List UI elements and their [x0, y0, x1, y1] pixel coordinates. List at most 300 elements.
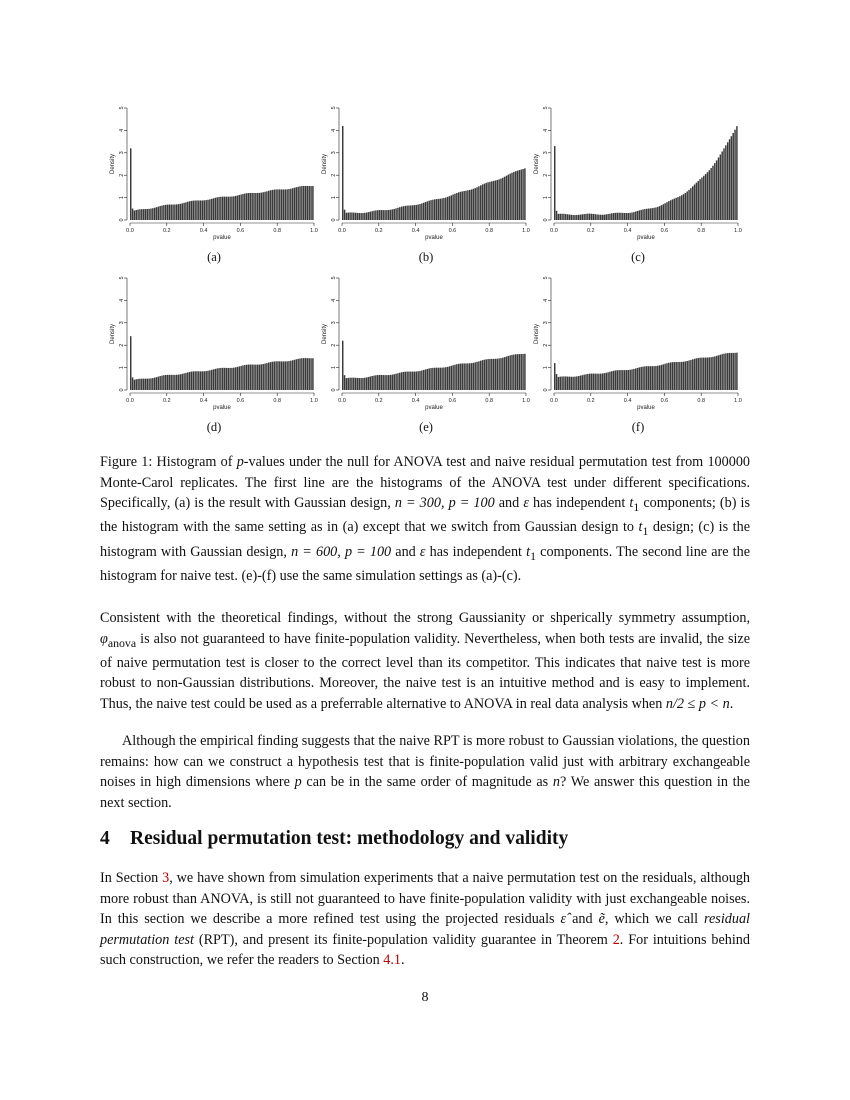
- histogram-bar: [159, 376, 160, 390]
- histogram-bar: [167, 205, 168, 220]
- histogram-bar: [589, 214, 590, 220]
- histogram-bar: [216, 197, 217, 220]
- histogram-bar: [650, 208, 651, 220]
- histogram-bar: [370, 212, 371, 220]
- histogram-bar: [167, 375, 168, 390]
- histogram-bar: [668, 201, 669, 220]
- histogram-bar: [312, 186, 313, 220]
- histogram-bar: [419, 204, 420, 220]
- histogram-bar: [582, 214, 583, 220]
- histogram-bar: [491, 359, 492, 390]
- histogram-bar: [606, 373, 607, 390]
- histogram-bar: [663, 364, 664, 390]
- y-tick-label: 0: [543, 218, 549, 222]
- histogram-bar: [379, 375, 380, 390]
- histogram-bar: [163, 205, 164, 220]
- x-tick-label: 0.8: [697, 398, 706, 404]
- histogram-bar: [519, 170, 520, 220]
- y-axis-label: Density: [322, 323, 328, 345]
- x-tick-label: 0.6: [236, 228, 245, 234]
- histogram-bar: [218, 197, 219, 220]
- histogram-bar: [145, 209, 146, 220]
- histogram-bar: [637, 368, 638, 390]
- y-tick-label: 2: [543, 173, 549, 177]
- histogram-bar: [130, 148, 131, 220]
- histogram-bar: [213, 198, 214, 220]
- histogram-bar: [725, 353, 726, 390]
- histogram-bar: [438, 199, 439, 220]
- histogram-bar: [618, 213, 619, 220]
- x-tick-label: 0.0: [550, 398, 558, 404]
- histogram-bar: [574, 377, 575, 390]
- histogram-bar: [176, 375, 177, 390]
- x-tick-label: 0.4: [623, 398, 632, 404]
- histogram-bar: [368, 377, 369, 390]
- histogram-bar: [132, 377, 133, 390]
- histogram-bar: [685, 193, 686, 220]
- histogram-bar: [395, 374, 396, 390]
- histogram-bar: [648, 209, 649, 220]
- histogram-bar: [134, 380, 135, 390]
- histogram-bar: [508, 356, 509, 390]
- histogram-bar: [423, 203, 424, 220]
- histogram-bar: [288, 189, 289, 220]
- histogram-bar: [690, 188, 691, 220]
- histogram-bar: [594, 214, 595, 220]
- histogram-bar: [580, 215, 581, 220]
- y-tick-label: 1: [331, 366, 337, 370]
- histogram-bar: [458, 364, 459, 390]
- histogram-bar: [384, 210, 385, 220]
- histogram-bar: [467, 190, 468, 220]
- histogram-bar: [620, 213, 621, 220]
- histogram-bar: [158, 207, 159, 220]
- histogram-bar: [607, 372, 608, 390]
- histogram-bar: [270, 362, 271, 390]
- histogram-bar: [471, 189, 472, 220]
- histogram-bar: [465, 363, 466, 390]
- x-tick-label: 0.6: [236, 398, 245, 404]
- histogram-bar: [716, 356, 717, 390]
- histogram-bar: [734, 353, 735, 390]
- histogram-bar: [716, 160, 717, 220]
- histogram-bar: [519, 354, 520, 390]
- histogram-bar: [513, 172, 514, 220]
- histogram-bar: [585, 374, 586, 390]
- histogram-bar: [609, 214, 610, 220]
- histogram-bar: [283, 361, 284, 390]
- histogram-bar: [296, 187, 297, 220]
- histogram-bar: [478, 186, 479, 220]
- section-3-link[interactable]: 3: [162, 870, 170, 886]
- histogram-bar: [170, 205, 171, 220]
- y-tick-label: 4: [119, 128, 125, 132]
- histogram-bar: [419, 371, 420, 390]
- histogram-bar: [416, 371, 417, 390]
- histogram-bar: [423, 370, 424, 390]
- y-tick-label: 0: [331, 388, 337, 392]
- histogram-bar: [366, 213, 367, 221]
- histogram-bar: [137, 210, 138, 220]
- histogram-bar: [377, 210, 378, 220]
- histogram-bar: [279, 189, 280, 220]
- histogram-bar: [495, 359, 496, 390]
- histogram-bar: [257, 365, 258, 390]
- histogram-bar: [574, 215, 575, 220]
- x-axis-label: pvalue: [637, 405, 655, 411]
- histogram-bar: [659, 206, 660, 220]
- histogram-bar: [253, 365, 254, 390]
- histogram-bar: [696, 183, 697, 220]
- histogram-bar: [563, 214, 564, 220]
- histogram-bar: [703, 176, 704, 220]
- histogram-bar: [235, 367, 236, 390]
- histogram-bar: [198, 200, 199, 220]
- x-tick-label: 0.8: [485, 228, 494, 234]
- x-tick-label: 0.4: [199, 398, 208, 404]
- histogram-bar: [436, 199, 437, 220]
- body-paragraph-3: In Section 3, we have shown from simulation experiments that a naive permutation test on the residuals, although more robust than ANOVA, is still not guaranteed to have finite-population validity with just exchangeable noises. In this section we describe a more refined test using the projected residuals ε̂ and ẽ, which we call residual permutation test (RPT), and present its finite-population validity guarantee in Theorem 2. For intuitions behind such construction, we refer the readers to Section 4.1.: [100, 870, 751, 968]
- histogram-bar: [222, 368, 223, 390]
- histogram-bar: [670, 362, 671, 390]
- histogram-bar: [130, 336, 131, 390]
- histogram-bar: [723, 354, 724, 390]
- histogram-bar: [136, 379, 137, 390]
- histogram-bar: [679, 196, 680, 220]
- histogram-bar: [652, 366, 653, 390]
- histogram-bar: [189, 372, 190, 390]
- y-tick-label: 1: [119, 196, 125, 200]
- histogram-bar: [373, 376, 374, 390]
- histogram-bar: [277, 361, 278, 390]
- histogram-bar: [388, 375, 389, 390]
- histogram-bar: [449, 196, 450, 220]
- page-number: 8: [421, 990, 429, 1005]
- histogram-bar: [452, 365, 453, 390]
- x-tick-label: 0.6: [660, 228, 669, 234]
- histogram-bar: [180, 204, 181, 220]
- histogram-bar: [454, 194, 455, 220]
- x-tick-label: 0.2: [586, 398, 595, 404]
- histogram-bar: [169, 375, 170, 390]
- histogram-bar: [489, 359, 490, 390]
- histogram-bar: [397, 208, 398, 220]
- figure-f: [532, 270, 744, 434]
- histogram-bar: [242, 365, 243, 390]
- x-tick-label: 0.2: [374, 228, 383, 234]
- histogram-bar: [731, 136, 732, 220]
- histogram-bar: [502, 358, 503, 390]
- histogram-bar: [432, 200, 433, 220]
- histogram-bar: [200, 200, 201, 220]
- histogram-bar: [718, 355, 719, 390]
- histogram-a: [108, 100, 320, 245]
- histogram-bar: [239, 366, 240, 390]
- figure-label: (a): [207, 250, 221, 264]
- histogram-bar: [143, 379, 144, 390]
- histogram-bar: [176, 204, 177, 220]
- histogram-bar: [216, 368, 217, 390]
- histogram-bar: [262, 364, 263, 390]
- histogram-bar: [445, 198, 446, 220]
- histogram-bar: [410, 205, 411, 220]
- histogram-bar: [359, 213, 360, 220]
- histogram-bar: [198, 371, 199, 390]
- histogram-bar: [344, 375, 345, 390]
- histogram-bar: [381, 375, 382, 390]
- histogram-bar: [183, 373, 184, 390]
- histogram-bar: [725, 145, 726, 220]
- histogram-bar: [628, 370, 629, 390]
- histogram-bar: [392, 375, 393, 390]
- histogram-bar: [487, 182, 488, 220]
- histogram-bar: [578, 215, 579, 220]
- histogram-bar: [635, 212, 636, 220]
- histogram-bar: [624, 370, 625, 390]
- histogram-bar: [141, 379, 142, 390]
- histogram-bar: [417, 371, 418, 390]
- histogram-bar: [248, 193, 249, 220]
- histogram-bar: [699, 179, 700, 220]
- histogram-bar: [362, 378, 363, 390]
- y-tick-label: 4: [543, 128, 549, 132]
- histogram-bar: [511, 355, 512, 390]
- histogram-bar: [421, 203, 422, 220]
- histogram-bar: [285, 361, 286, 390]
- histogram-bar: [399, 373, 400, 390]
- histogram-bar: [600, 215, 601, 220]
- histogram-bar: [497, 180, 498, 220]
- histogram-bar: [589, 374, 590, 390]
- histogram-bar: [185, 202, 186, 220]
- histogram-bar: [303, 358, 304, 390]
- y-axis-label: Density: [110, 323, 116, 345]
- x-tick-label: 0.8: [697, 228, 706, 234]
- histogram-bar: [465, 191, 466, 220]
- section-4-1-link[interactable]: 4.1: [383, 952, 401, 968]
- histogram-bar: [137, 379, 138, 390]
- histogram-bar: [147, 379, 148, 390]
- histogram-bar: [668, 363, 669, 390]
- histogram-bar: [710, 357, 711, 390]
- histogram-bar: [487, 359, 488, 390]
- histogram-bar: [686, 191, 687, 220]
- histogram-bar: [417, 205, 418, 220]
- histogram-bar: [522, 169, 523, 220]
- histogram-bar: [731, 353, 732, 390]
- x-tick-label: 0.4: [411, 228, 420, 234]
- histogram-bar: [712, 357, 713, 390]
- histogram-bar: [353, 213, 354, 220]
- histogram-bar: [161, 206, 162, 220]
- histogram-bar: [346, 378, 347, 390]
- histogram-bar: [288, 361, 289, 390]
- histogram-bar: [441, 368, 442, 390]
- histogram-bar: [560, 214, 561, 220]
- histogram-bar: [567, 214, 568, 220]
- histogram-bar: [240, 366, 241, 390]
- histogram-bar: [626, 370, 627, 390]
- x-tick-label: 1.0: [522, 398, 530, 404]
- histogram-bar: [609, 372, 610, 390]
- histogram-bar: [294, 188, 295, 220]
- histogram-bar: [169, 205, 170, 220]
- histogram-bar: [237, 367, 238, 390]
- histogram-bar: [182, 203, 183, 220]
- histogram-bar: [509, 174, 510, 220]
- histogram-bar: [401, 207, 402, 220]
- histogram-bar: [373, 211, 374, 220]
- histogram-bar: [228, 197, 229, 220]
- histogram-bar: [204, 200, 205, 220]
- histogram-bar: [270, 190, 271, 220]
- histogram-bar: [207, 200, 208, 220]
- histogram-bar: [301, 186, 302, 220]
- histogram-bar: [275, 189, 276, 220]
- histogram-bar: [272, 362, 273, 390]
- histogram-bar: [617, 213, 618, 220]
- histogram-bar: [266, 191, 267, 220]
- x-axis-label: pvalue: [213, 405, 231, 411]
- histogram-bar: [633, 212, 634, 220]
- figure-e: [320, 270, 532, 434]
- histogram-bar: [688, 190, 689, 220]
- y-axis-label: Density: [534, 323, 540, 345]
- histogram-bar: [261, 193, 262, 220]
- y-tick-label: 5: [331, 106, 337, 110]
- histogram-bar: [458, 192, 459, 220]
- y-axis-label: Density: [110, 153, 116, 175]
- x-tick-label: 0.8: [273, 398, 282, 404]
- histogram-bar: [237, 195, 238, 220]
- histogram-bar: [416, 205, 417, 220]
- histogram-bar: [558, 214, 559, 220]
- histogram-bar: [414, 372, 415, 390]
- histogram-bar: [664, 203, 665, 220]
- histogram-bar: [202, 200, 203, 220]
- histogram-bar: [576, 215, 577, 220]
- histogram-bar: [403, 372, 404, 390]
- histogram-bar: [308, 358, 309, 390]
- figure-c: [532, 100, 744, 264]
- histogram-bar: [178, 204, 179, 220]
- histogram-bar: [637, 211, 638, 220]
- histogram-bar: [587, 214, 588, 220]
- histogram-bar: [578, 376, 579, 390]
- y-tick-label: 2: [119, 173, 125, 177]
- histogram-b: [320, 100, 532, 245]
- histogram-bar: [132, 209, 133, 220]
- histogram-bar: [650, 366, 651, 390]
- histogram-bar: [425, 202, 426, 220]
- x-axis-label: pvalue: [213, 235, 231, 241]
- histogram-bar: [476, 362, 477, 390]
- histogram-bar: [469, 363, 470, 390]
- histogram-bar: [653, 208, 654, 220]
- histogram-bar: [432, 368, 433, 390]
- histogram-bar: [290, 189, 291, 220]
- x-tick-label: 0.2: [162, 398, 171, 404]
- histogram-bar: [686, 361, 687, 390]
- histogram-bar: [394, 374, 395, 390]
- histogram-bar: [720, 355, 721, 390]
- histogram-bar: [434, 368, 435, 390]
- figure-caption: Figure 1: Histogram of p-values under the null for ANOVA test and naive residual permutation test from 100000 Monte-Carol replicates. The first line are the histograms of the ANOVA test under different specifications. Specifically, (a) is the result with Gaussian design, n = 300, p = 100 and ε has independent $t_1$ components; (b) is the histogram with the same setting as in (a) except that we switch from Gaussian design to $t_1$ design; (c) is the histogram with Gaussian design, n = 600, p = 100 and ε has independent $t_1$ components. The second line are the histogram for naive test. (e)-(f) use the same simulation settings as (a)-(c).: [100, 454, 751, 584]
- histogram-bar: [305, 358, 306, 390]
- histogram-bar: [506, 357, 507, 390]
- figure-a: [108, 100, 320, 264]
- histogram-bar: [154, 378, 155, 390]
- histogram-bar: [296, 359, 297, 390]
- histogram-bar: [504, 177, 505, 220]
- histogram-bar: [497, 359, 498, 390]
- section-title: Residual permutation test: methodology and validity: [130, 828, 569, 849]
- histogram-bar: [600, 374, 601, 390]
- histogram-bar: [371, 211, 372, 220]
- histogram-bar: [659, 365, 660, 390]
- histogram-bar: [672, 362, 673, 390]
- histogram-bar: [723, 148, 724, 220]
- histogram-bar: [438, 368, 439, 390]
- histogram-bar: [224, 368, 225, 390]
- histogram-bar: [622, 370, 623, 390]
- histogram-bar: [434, 199, 435, 220]
- x-tick-label: 0.0: [338, 398, 346, 404]
- histogram-bar: [274, 361, 275, 390]
- histogram-bar: [174, 375, 175, 390]
- histogram-bar: [705, 358, 706, 390]
- histogram-bar: [502, 178, 503, 220]
- histogram-bar: [307, 358, 308, 390]
- histogram-bar: [211, 199, 212, 220]
- figure-d: [108, 270, 320, 434]
- histogram-bar: [401, 372, 402, 390]
- histogram-bar: [677, 362, 678, 390]
- histogram-bar: [489, 182, 490, 220]
- histogram-bar: [714, 356, 715, 390]
- histogram-bar: [585, 214, 586, 220]
- histogram-bar: [244, 194, 245, 220]
- histogram-bar: [615, 370, 616, 390]
- histogram-bar: [571, 215, 572, 220]
- histogram-bar: [279, 361, 280, 390]
- histogram-bar: [729, 139, 730, 220]
- y-tick-label: 5: [331, 276, 337, 280]
- histogram-bar: [246, 365, 247, 390]
- histogram-bar: [520, 170, 521, 220]
- histogram-bar: [268, 363, 269, 390]
- histogram-bar: [460, 192, 461, 220]
- histogram-bar: [390, 210, 391, 220]
- histogram-bar: [456, 193, 457, 220]
- histogram-bar: [371, 376, 372, 390]
- histogram-bar: [664, 364, 665, 390]
- figure-label: (f): [631, 420, 645, 434]
- histogram-bar: [480, 185, 481, 220]
- y-tick-label: 0: [543, 388, 549, 392]
- histogram-bar: [161, 376, 162, 390]
- histogram-bar: [491, 181, 492, 220]
- histogram-bar: [451, 366, 452, 390]
- histogram-bar: [251, 365, 252, 390]
- histogram-bar: [193, 201, 194, 220]
- histogram-bar: [285, 189, 286, 220]
- theorem-2-link[interactable]: 2: [612, 931, 620, 948]
- histogram-bar: [297, 359, 298, 390]
- histogram-bar: [191, 372, 192, 390]
- histogram-bar: [721, 151, 722, 220]
- histogram-bar: [239, 195, 240, 220]
